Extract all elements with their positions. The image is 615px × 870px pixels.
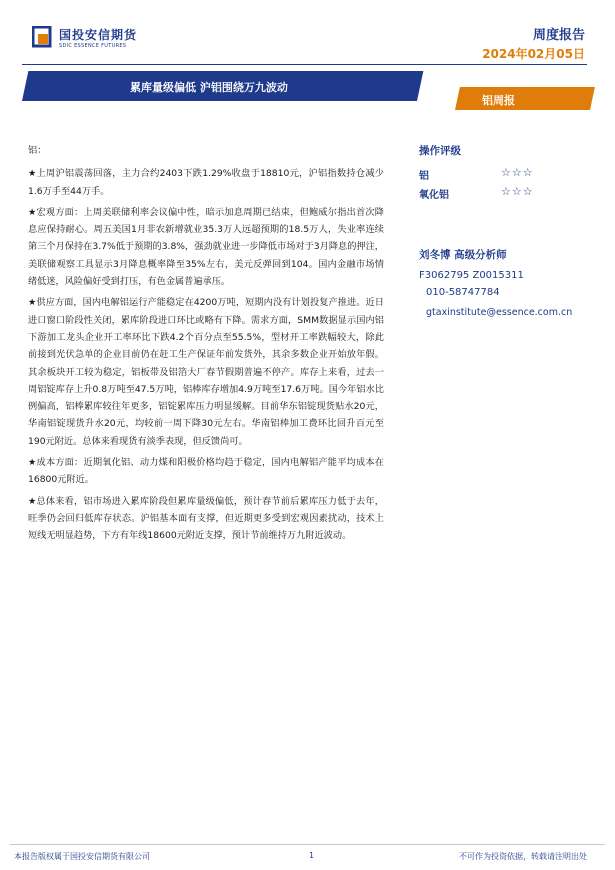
footer-disclaimer: 不可作为投资依据，转载请注明出处 [459,852,587,861]
page-number: 1 [309,851,315,860]
analyst-email[interactable]: gtaxinstitute@essence.com.cn [426,307,573,318]
paragraph-cost: ★成本方面：近期氧化铝、动力煤和阳极价格均趋于稳定，国内电解铝产能平均成本在16800元附近。 [28,457,384,486]
analyst-phone: 010-58747784 [426,287,500,298]
category-tag-box [455,87,595,110]
paragraph-macro: ★宏观方面：上周美联储利率会议偏中性，暗示加息周期已结束，但鲍威尔指出首次降息应保持耐心。周五美国1月非农新增就业35.3万人远超预期的18.5万人，失业率连续第三个月保持在3.7%低于预期的3.8%，强劲就业进一步降低市场对于3月降息的押注，美联储观察工具显示3月降息概率降至35%左右，美元反弹回到104。国内金融市场情绪低迷，风险偏好受到打压，有色金属普遍承压。 [28,206,384,288]
paragraph-supply: ★供应方面，国内电解铝运行产能稳定在4200万吨，短期内没有计划投复产推进。近日进口窗口阶段性关闭，累库阶段进口环比或略有下降。需求方面，SMM数据显示国内铝下游加工龙头企业开工率环比下跌4.2个百分点至55.5%，型材开工率跌幅较大，除此前接到光伏急单的企业目前仍在赶工生产保证年前发货外，其余多数企业开始放年假。其余板块开工较为稳定，铝板带及铝箔大厂春节假期普遍不停产。库存上来看，过去一周铝锭库存上升0.8万吨至47.5万吨，铝棒库存增加4.9万吨至17.6万吨。国今年铝水比例偏高，铝棒累库较往年更多，铝锭累库压力明显缓解。目前华东铝锭现货贴水20元，华南铝锭现货升水20元，均较前一周下降30元左右。华南铝棒加工费环比回升百元至190元附近。总体来看现货有淡季表现，但反馈尚可。 [28,297,384,447]
report-type: 周度报告 [532,28,585,43]
logo-mark-icon [32,26,52,48]
rating-name: 氧化铝 [419,190,449,201]
analyst-cert: F3062795 Z0015311 [419,270,524,281]
rating-stars: ☆☆☆ [501,166,534,179]
analyst-name: 刘冬博 高级分析师 [419,249,507,261]
category-tag: 铝周报 [482,94,515,107]
rating-row [419,167,609,186]
rating-stars: ☆☆☆ [501,185,534,198]
company-logo [32,24,152,54]
paragraph-summary: ★上周沪铝震荡回落，主力合约2403下跌1.29%收盘于18810元，沪铝指数持仓减少1.6万手至44万手。 [28,168,384,197]
rating-title: 操作评级 [419,145,461,157]
header-divider [22,64,587,65]
rating-name: 铝 [419,171,429,182]
report-body [28,142,384,549]
report-title: 累库量级偏低 沪铝围绕万九波动 [130,81,288,94]
logo-name-en: SDIC ESSENCE FUTURES [59,43,127,49]
footer-copyright: 本报告版权属于国投安信期货有限公司 [14,852,150,861]
report-date: 2024年02月05日 [482,47,585,61]
logo-name: 国投安信期货 [59,28,138,42]
footer-divider [10,844,605,845]
sidebar [419,143,609,318]
rating-row [419,186,609,205]
section-lead: 铝： [28,145,47,156]
paragraph-outlook: ★总体来看，铝市场进入累库阶段但累库量级偏低，预计春节前后累库压力低于去年，旺季仍会回归低库存状态。沪铝基本面有支撑，但近期更多受到宏观因素扰动，技术上短线无明显趋势，下方有年线18600元附近支撑，预计节前维持万九附近波动。 [28,495,384,542]
